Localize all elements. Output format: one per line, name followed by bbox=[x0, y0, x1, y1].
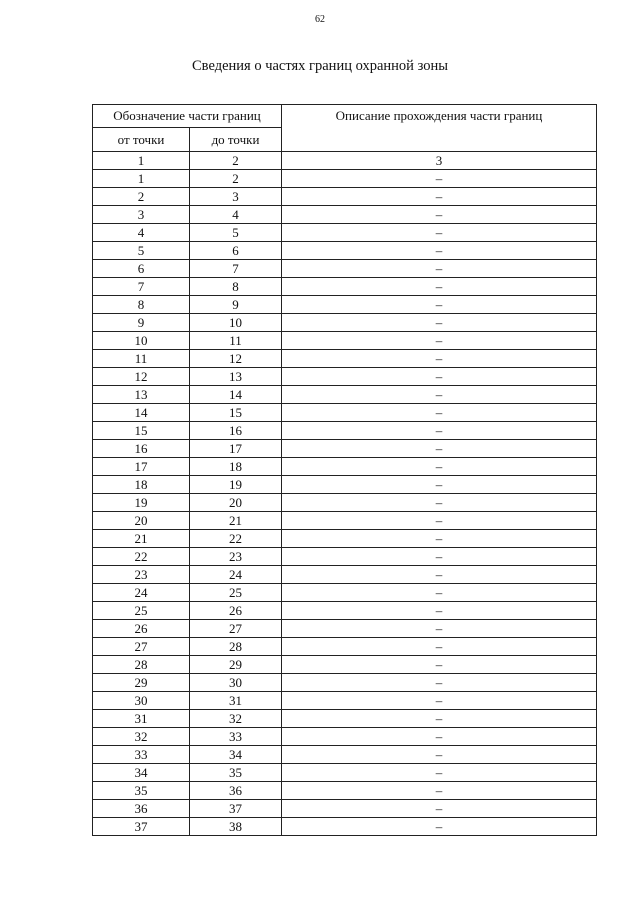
group-header: Обозначение части границ bbox=[93, 105, 282, 128]
table-row bbox=[93, 728, 597, 746]
to-point-cell: 11 bbox=[190, 332, 282, 350]
to-point-cell: 28 bbox=[190, 638, 282, 656]
to-point-header: до точки bbox=[190, 128, 282, 152]
table-row bbox=[93, 422, 597, 440]
from-point-cell: 29 bbox=[93, 674, 190, 692]
description-cell: – bbox=[282, 458, 597, 476]
table-row bbox=[93, 260, 597, 278]
from-point-cell: 28 bbox=[93, 656, 190, 674]
description-cell: – bbox=[282, 566, 597, 584]
table-row bbox=[93, 170, 597, 188]
table-row bbox=[93, 764, 597, 782]
description-cell: – bbox=[282, 440, 597, 458]
to-point-cell: 4 bbox=[190, 206, 282, 224]
from-point-cell: 21 bbox=[93, 530, 190, 548]
to-point-cell: 20 bbox=[190, 494, 282, 512]
to-point-cell: 24 bbox=[190, 566, 282, 584]
from-point-cell: 32 bbox=[93, 728, 190, 746]
description-cell: – bbox=[282, 224, 597, 242]
from-point-cell: 17 bbox=[93, 458, 190, 476]
description-cell: – bbox=[282, 818, 597, 836]
table-row bbox=[93, 296, 597, 314]
page-number: 62 bbox=[315, 14, 325, 25]
to-point-cell: 36 bbox=[190, 782, 282, 800]
from-point-cell: 25 bbox=[93, 602, 190, 620]
from-point-cell: 6 bbox=[93, 260, 190, 278]
column-number-row bbox=[93, 152, 597, 170]
to-point-cell: 9 bbox=[190, 296, 282, 314]
table-row bbox=[93, 692, 597, 710]
to-point-cell: 31 bbox=[190, 692, 282, 710]
description-cell: – bbox=[282, 260, 597, 278]
to-point-cell: 33 bbox=[190, 728, 282, 746]
table-row bbox=[93, 350, 597, 368]
to-point-cell: 23 bbox=[190, 548, 282, 566]
description-cell: – bbox=[282, 584, 597, 602]
from-point-cell: 26 bbox=[93, 620, 190, 638]
description-cell: – bbox=[282, 188, 597, 206]
from-point-cell: 37 bbox=[93, 818, 190, 836]
to-point-cell: 25 bbox=[190, 584, 282, 602]
table-row bbox=[93, 224, 597, 242]
table-row bbox=[93, 566, 597, 584]
description-cell: – bbox=[282, 728, 597, 746]
table-body bbox=[93, 170, 597, 836]
to-point-cell: 15 bbox=[190, 404, 282, 422]
description-cell: – bbox=[282, 476, 597, 494]
from-point-cell: 1 bbox=[93, 170, 190, 188]
column-number: 1 bbox=[93, 152, 190, 170]
table-row bbox=[93, 782, 597, 800]
table-row bbox=[93, 710, 597, 728]
to-point-cell: 38 bbox=[190, 818, 282, 836]
description-cell: – bbox=[282, 404, 597, 422]
to-point-cell: 12 bbox=[190, 350, 282, 368]
to-point-cell: 34 bbox=[190, 746, 282, 764]
from-point-cell: 31 bbox=[93, 710, 190, 728]
page-title: Сведения о частях границ охранной зоны bbox=[192, 58, 448, 74]
from-point-cell: 19 bbox=[93, 494, 190, 512]
to-point-cell: 37 bbox=[190, 800, 282, 818]
table-row bbox=[93, 242, 597, 260]
to-point-cell: 17 bbox=[190, 440, 282, 458]
from-point-cell: 15 bbox=[93, 422, 190, 440]
description-cell: – bbox=[282, 656, 597, 674]
to-point-cell: 13 bbox=[190, 368, 282, 386]
from-point-cell: 20 bbox=[93, 512, 190, 530]
to-point-cell: 16 bbox=[190, 422, 282, 440]
from-point-cell: 11 bbox=[93, 350, 190, 368]
to-point-cell: 19 bbox=[190, 476, 282, 494]
table-row bbox=[93, 746, 597, 764]
from-point-cell: 27 bbox=[93, 638, 190, 656]
table-row bbox=[93, 548, 597, 566]
description-cell: – bbox=[282, 368, 597, 386]
to-point-cell: 10 bbox=[190, 314, 282, 332]
from-point-cell: 3 bbox=[93, 206, 190, 224]
to-point-cell: 7 bbox=[190, 260, 282, 278]
description-cell: – bbox=[282, 314, 597, 332]
table-row bbox=[93, 494, 597, 512]
to-point-cell: 6 bbox=[190, 242, 282, 260]
from-point-cell: 12 bbox=[93, 368, 190, 386]
description-cell: – bbox=[282, 602, 597, 620]
from-point-cell: 23 bbox=[93, 566, 190, 584]
table-row bbox=[93, 656, 597, 674]
table-row bbox=[93, 386, 597, 404]
to-point-cell: 22 bbox=[190, 530, 282, 548]
to-point-cell: 21 bbox=[190, 512, 282, 530]
from-point-cell: 34 bbox=[93, 764, 190, 782]
table-row bbox=[93, 368, 597, 386]
description-cell: – bbox=[282, 512, 597, 530]
from-point-cell: 9 bbox=[93, 314, 190, 332]
description-cell: – bbox=[282, 494, 597, 512]
description-cell: – bbox=[282, 206, 597, 224]
description-cell: – bbox=[282, 638, 597, 656]
description-cell: – bbox=[282, 170, 597, 188]
description-cell: – bbox=[282, 242, 597, 260]
table-row bbox=[93, 440, 597, 458]
to-point-cell: 26 bbox=[190, 602, 282, 620]
description-cell: – bbox=[282, 800, 597, 818]
table-row bbox=[93, 404, 597, 422]
table-row bbox=[93, 530, 597, 548]
to-point-cell: 3 bbox=[190, 188, 282, 206]
description-cell: – bbox=[282, 674, 597, 692]
to-point-cell: 35 bbox=[190, 764, 282, 782]
from-point-cell: 7 bbox=[93, 278, 190, 296]
from-point-cell: 5 bbox=[93, 242, 190, 260]
to-point-cell: 18 bbox=[190, 458, 282, 476]
description-cell: – bbox=[282, 332, 597, 350]
from-point-header: от точки bbox=[93, 128, 190, 152]
table-row bbox=[93, 638, 597, 656]
description-cell: – bbox=[282, 764, 597, 782]
from-point-cell: 8 bbox=[93, 296, 190, 314]
from-point-cell: 14 bbox=[93, 404, 190, 422]
to-point-cell: 27 bbox=[190, 620, 282, 638]
from-point-cell: 18 bbox=[93, 476, 190, 494]
table-row bbox=[93, 602, 597, 620]
from-point-cell: 24 bbox=[93, 584, 190, 602]
from-point-cell: 13 bbox=[93, 386, 190, 404]
from-point-cell: 30 bbox=[93, 692, 190, 710]
table-row bbox=[93, 206, 597, 224]
to-point-cell: 32 bbox=[190, 710, 282, 728]
table-header bbox=[93, 105, 597, 170]
table-row bbox=[93, 620, 597, 638]
table-row bbox=[93, 458, 597, 476]
from-point-cell: 10 bbox=[93, 332, 190, 350]
table-row bbox=[93, 314, 597, 332]
from-point-cell: 16 bbox=[93, 440, 190, 458]
description-cell: – bbox=[282, 296, 597, 314]
column-number: 2 bbox=[190, 152, 282, 170]
table-row bbox=[93, 476, 597, 494]
from-point-cell: 36 bbox=[93, 800, 190, 818]
from-point-cell: 4 bbox=[93, 224, 190, 242]
to-point-cell: 14 bbox=[190, 386, 282, 404]
description-cell: – bbox=[282, 386, 597, 404]
table-row bbox=[93, 800, 597, 818]
table-row bbox=[93, 188, 597, 206]
description-cell: – bbox=[282, 350, 597, 368]
table-row bbox=[93, 674, 597, 692]
to-point-cell: 8 bbox=[190, 278, 282, 296]
from-point-cell: 22 bbox=[93, 548, 190, 566]
table-row bbox=[93, 278, 597, 296]
to-point-cell: 5 bbox=[190, 224, 282, 242]
table-row bbox=[93, 512, 597, 530]
to-point-cell: 29 bbox=[190, 656, 282, 674]
description-header: Описание прохождения части границ bbox=[282, 105, 597, 152]
from-point-cell: 2 bbox=[93, 188, 190, 206]
description-cell: – bbox=[282, 782, 597, 800]
column-number: 3 bbox=[282, 152, 597, 170]
to-point-cell: 2 bbox=[190, 170, 282, 188]
description-cell: – bbox=[282, 548, 597, 566]
description-cell: – bbox=[282, 530, 597, 548]
from-point-cell: 35 bbox=[93, 782, 190, 800]
boundary-parts-table bbox=[92, 104, 597, 836]
description-cell: – bbox=[282, 692, 597, 710]
description-cell: – bbox=[282, 746, 597, 764]
table-row bbox=[93, 332, 597, 350]
description-cell: – bbox=[282, 278, 597, 296]
description-cell: – bbox=[282, 710, 597, 728]
from-point-cell: 33 bbox=[93, 746, 190, 764]
description-cell: – bbox=[282, 422, 597, 440]
description-cell: – bbox=[282, 620, 597, 638]
table-row bbox=[93, 584, 597, 602]
table-row bbox=[93, 818, 597, 836]
to-point-cell: 30 bbox=[190, 674, 282, 692]
